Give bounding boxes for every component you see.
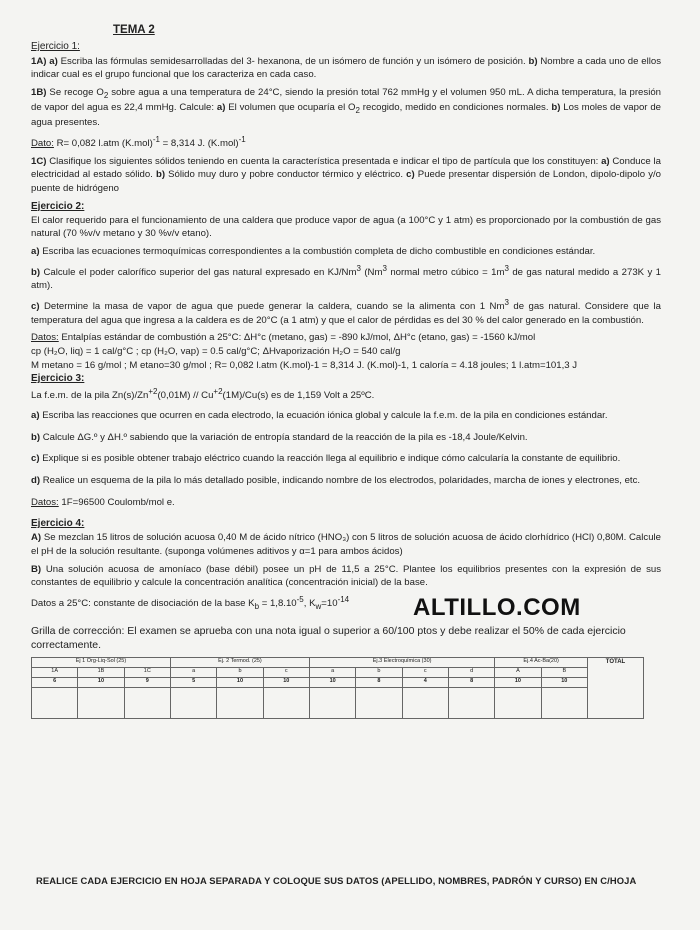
footer-instructions: REALICE CADA EJERCICIO EN HOJA SEPARADA Y COLOQUE SUS DATOS (APELLIDO, NOMBRES, PADRÓN Y CURSO) EN C/HOJA <box>36 875 637 886</box>
total-cell: TOTAL <box>588 657 644 718</box>
ex2-datos: Datos: Entalpías estándar de combustión a 25°C: ΔH°c (metano, gas) = -890 kJ/mol, ΔH°c (etano, gas) = -1560 kJ/mol <box>31 332 536 344</box>
ex2-masses: M metano = 16 g/mol ; M etano=30 g/mol ; R= 0,082 l.atm (K.mol)-1 = 8,314 J. (K.mol)-1, 1 caloría = 4.18 joules; 1 l.atm=101,3 J <box>31 359 578 371</box>
ex3-datos: Datos: 1F=96500 Coulomb/mol e. <box>31 496 175 508</box>
grading-items-row <box>32 667 644 677</box>
ex2-part-b: b) Calcule el poder calorífico superior del gas natural expresado en KJ/Nm$^3$ (Nm$^3$ normal metro cúbico = $1m^3$ de gas natural medido a 273K y 1 atm). <box>31 263 662 292</box>
group-ej4: Ej.4 Ac-Ba(20) <box>495 657 588 667</box>
points-cell: 10 <box>541 677 587 687</box>
score-cell <box>448 687 494 718</box>
score-cell <box>263 687 309 718</box>
ex2-part-a: a) Escriba las ecuaciones termoquímicas correspondientes a la combustión completa de dicho combustible en condiciones estándar. <box>31 245 596 257</box>
points-cell: 10 <box>309 677 355 687</box>
group-ej2: Ej. 2 Termod. (25) <box>170 657 309 667</box>
item-cell: b <box>217 667 263 677</box>
ex1-dato: Dato: R= 0,082 l.atm $(K.mol)^{-1} = 8,314$ J. $(K.mol)^{-1}$ <box>31 134 246 150</box>
ex2-part-c: c) Determine la masa de vapor de agua que puede generar la caldera, cuando se la alimenta con 1 Nm$^3$ de gas natural. Considere que la temperatura del agua que ingresa a la caldera es de 20°C (a 1 atm) y que el calor de pérdidas es del 30 % del calor generado en la combustión. <box>31 297 661 326</box>
item-cell: A <box>495 667 541 677</box>
item-cell: c <box>402 667 448 677</box>
score-cell <box>170 687 216 718</box>
ex3-part-d: d) Realice un esquema de la pila lo más detallado posible, indicando nombre de los electrodos, polaridades, marcha de iones y electrones, etc. <box>31 474 641 486</box>
group-ej3: Ej.3 Electroquímica (30) <box>309 657 494 667</box>
points-cell: 8 <box>356 677 402 687</box>
ex3-heading: Ejercicio 3: <box>31 373 85 385</box>
ex3-fem: La f.e.m. de la pila $Zn(s)/Zn^{+2}(0,01M) // Cu^{+2}(1M)/Cu(s)$ es de 1,159 Volt a 25ºC. <box>31 387 375 402</box>
score-cell <box>32 687 78 718</box>
points-cell: 8 <box>448 677 494 687</box>
ex4-part-a: A) Se mezclan 15 litros de solución acuosa 0,40 M de ácido nítrico (HNO₃) con 5 litros de solución acuosa de ácido clorhídrico (HCl) 0,80M. Calcule el pH de la solución resultante. (suponga volúmenes aditivos y α=1 para ambos ácidos) <box>31 532 661 557</box>
score-cell <box>402 687 448 718</box>
score-cell <box>78 687 124 718</box>
ex3-part-a: a) Escriba las reacciones que ocurren en cada electrodo, la ecuación iónica global y calcule la f.e.m. de la pila en condiciones estándar. <box>31 410 608 422</box>
ex2-cp: cp (H₂O, liq) = 1 cal/g°C ; cp (H₂O, vap) = 0.5 cal/g°C; ΔHvaporización H₂O = 540 cal/g <box>31 345 401 357</box>
points-cell: 10 <box>217 677 263 687</box>
ex2-heading: Ejercicio 2: <box>31 200 85 212</box>
score-cell <box>309 687 355 718</box>
ex1-part-1b: 1B) Se recoge $O_2$ sobre agua a una temperatura de 24°C, siendo la presión total 762 mmHg y el volumen 950 mL. A dicha temperatura, la presión de vapor del agua es 22,4 mmHg. Calcule: a) El volumen que ocuparía el $O_2$ recogido, medido en condiciones normales. b) Los moles de vapor de agua presentes. <box>31 86 662 129</box>
item-cell: 1C <box>124 667 170 677</box>
ex4-heading: Ejercicio 4: <box>31 518 85 530</box>
item-cell: a <box>309 667 355 677</box>
points-cell: 5 <box>170 677 216 687</box>
score-cell <box>217 687 263 718</box>
item-cell: 1B <box>78 667 124 677</box>
grading-group-row <box>32 657 644 667</box>
item-cell: B <box>541 667 587 677</box>
points-cell: 10 <box>78 677 124 687</box>
ex3-part-c: c) Explique si es posible obtener trabajo eléctrico cuando la reacción llega al equilibrio e indique cómo calcularía la constante de equilibrio. <box>31 453 621 465</box>
ex4-part-b: B) Una solución acuosa de amoníaco (base débil) posee un pH de 11,5 a 25°C. Plantee los equilibrios presentes con la expresión de sus constantes de equilibrio y calcule la concentración analítica (concentración inicial) de la base. <box>31 563 661 589</box>
grading-score-row <box>32 687 644 718</box>
points-cell: 10 <box>495 677 541 687</box>
ex2-intro: El calor requerido para el funcionamiento de una caldera que produce vapor de agua (a 100°C y 1 atm) es proporcionado por la combustión de gas natural (70 %v/v metano y 30 %v/v etano). <box>31 214 661 240</box>
item-cell: c <box>263 667 309 677</box>
item-cell: 1A <box>32 667 78 677</box>
item-cell: a <box>170 667 216 677</box>
grading-points-row <box>32 677 644 687</box>
watermark: ALTILLO.COM <box>413 594 581 621</box>
score-cell <box>495 687 541 718</box>
score-cell <box>356 687 402 718</box>
ex3-part-b: b) Calcule ΔG.º y ΔH.º sabiendo que la variación de entropía standard de la reacción de la pila es -18,4 Joule/Kelvin. <box>31 431 528 443</box>
grading-text: Grilla de corrección: El examen se aprueba con una nota igual o superior a 60/100 ptos y debe realizar el 50% de cada ejercicio correctamente. <box>31 625 626 652</box>
exam-title: TEMA 2 <box>113 24 155 36</box>
ex1-heading: Ejercicio 1: <box>31 41 80 53</box>
points-cell: 10 <box>263 677 309 687</box>
group-ej1: Ej 1 Org-Liq-Sol (25) <box>32 657 171 667</box>
score-cell <box>541 687 587 718</box>
points-cell: 4 <box>402 677 448 687</box>
ex4-datos: Datos a 25°C: constante de disociación de la base $K_b = 1,8.10^{-5}$, $K_w=10^{-14}$ <box>31 594 350 611</box>
ex1-part-1c: 1C) Clasifique los siguientes sólidos teniendo en cuenta la característica presentada e indicar el tipo de partícula que los constituyen: a) Conduce la electricidad al estado sólido. b) Sólido muy duro y pobre conductor térmico y eléctrico. c) Puede presentar dispersión de London, dipolo-dipolo y/o puente de hidrógeno <box>31 155 661 194</box>
score-cell <box>124 687 170 718</box>
item-cell: d <box>448 667 494 677</box>
item-cell: b <box>356 667 402 677</box>
ex1-part-1a: 1A) a) Escriba las fórmulas semidesarrolladas del 3- hexanona, de un isómero de función y un isómero de posición. b) Nombre a cada uno de ellos indicar cual es el grupo funcional que los caracteriza en cada caso. <box>31 55 662 81</box>
points-cell: 6 <box>32 677 78 687</box>
points-cell: 9 <box>124 677 170 687</box>
grading-table <box>31 657 644 719</box>
